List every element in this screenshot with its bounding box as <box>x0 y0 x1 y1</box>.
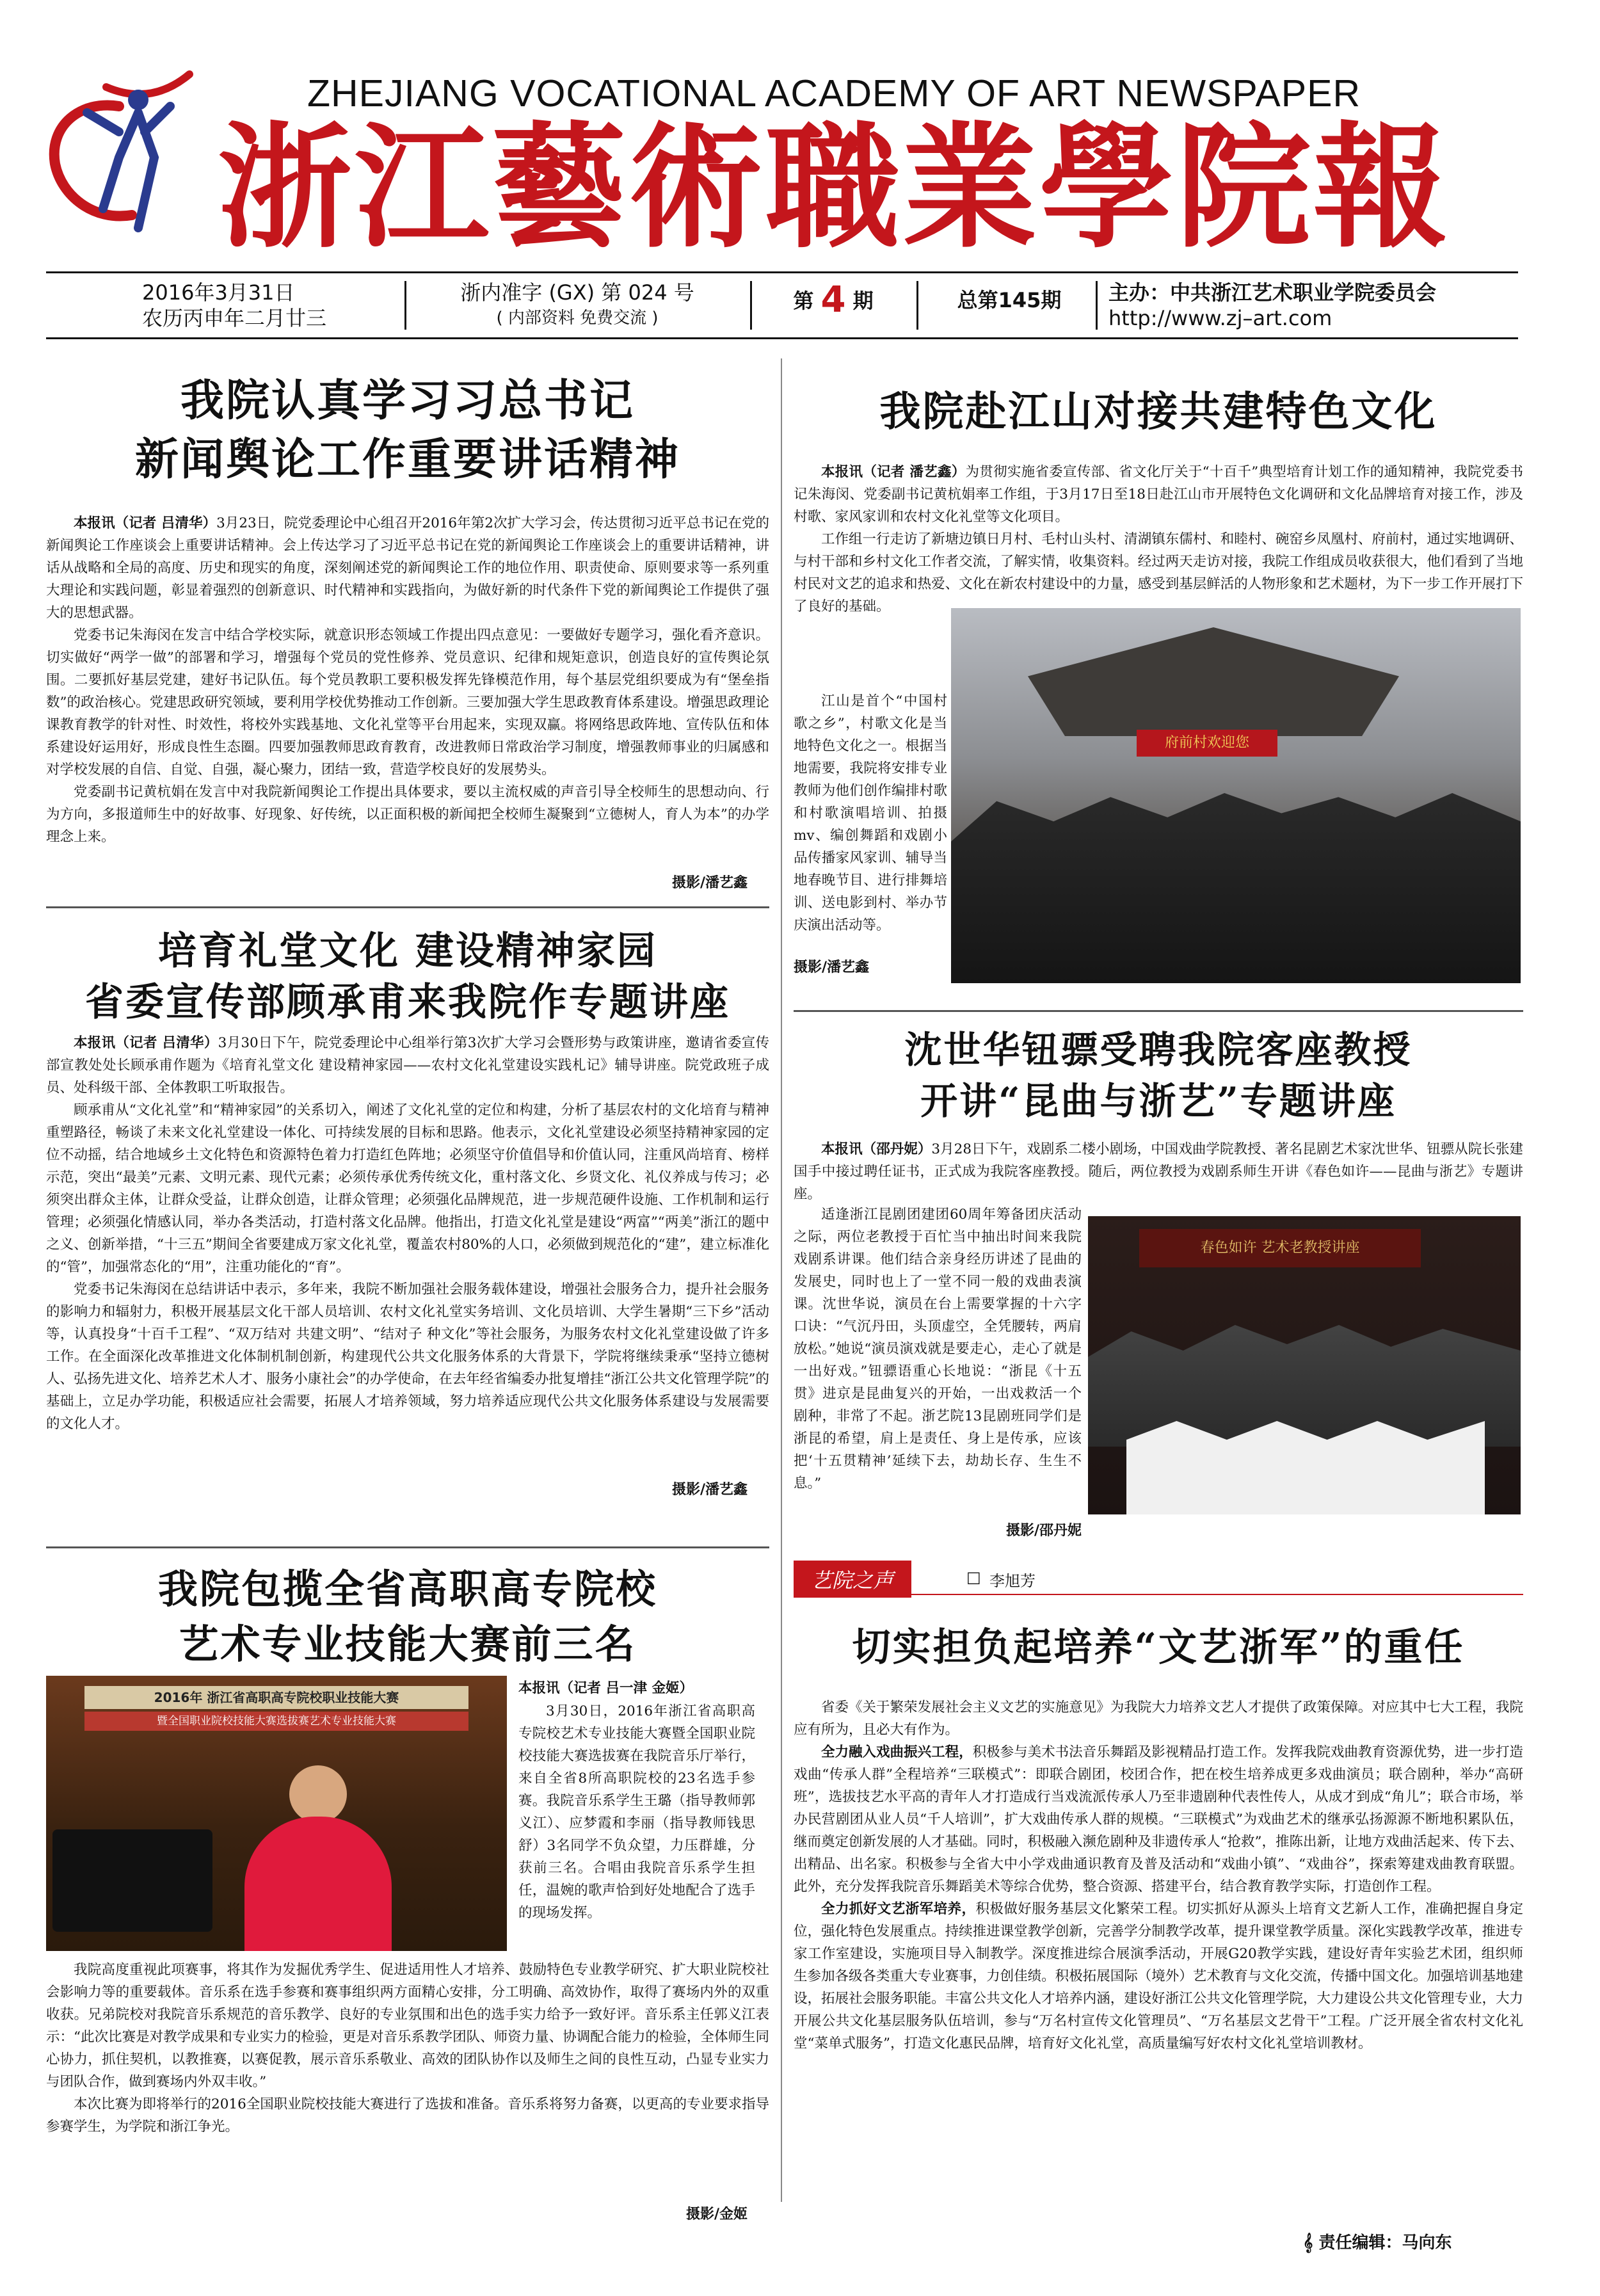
column-badge: 艺院之声 <box>794 1561 911 1598</box>
article2-body-col <box>794 690 947 965</box>
article4-credit: 摄影/邵丹妮 <box>1005 1523 1082 1539</box>
issue-number: 4 <box>820 279 846 321</box>
article3-body <box>46 1032 769 1435</box>
article2-lead: 本报讯（记者 潘艺鑫） <box>821 464 966 480</box>
article1-headline-line2: 新闻舆论工作重要讲话精神 <box>134 434 680 485</box>
article6-author: 李旭芳 <box>989 1572 1036 1590</box>
singer-head <box>289 1765 347 1823</box>
issue-suffix: 期 <box>852 289 874 313</box>
sponsor: 主办：中共浙江艺术职业学院委员会 <box>1108 280 1437 305</box>
article4-paragraph: 3月28日下午，戏剧系二楼小剧场，中国戏曲学院教授、著名昆剧艺术家沈世华、钮骠从院长张建国手中接过聘任证书，正式成为我院客座教授。随后，两位教授为戏剧系师生开讲《春色如许——昆曲与浙艺》专题讲座。 <box>794 1141 1523 1202</box>
article1-paragraph: 党委书记朱海闵在发言中结合学校实际，就意识形态领域工作提出四点意见：一要做好专题学习，强化看齐意识。切实做好“两学一做”的部署和学习，增强每个党员的党性修养、党员意识、纪律和规矩意识，创造良好的宣传舆论氛围。二要抓好基层党建，建好书记队伍。每个党员教职工要积极发挥先锋模范作用，每个基层党组织要成为有“堡垒指数”的政治核心。党建思政研究领域，要利用学校优势推动工作创新。三要加强大学生思政教育体系建设。增强思政理论课教育教学的针对性、时效性，将校外实践基地、文化礼堂等平台用起来，实现双赢。将网络思政阵地、宣传队伍和体系建设好运用好，形成良性生态圈。四要加强教师思政育教育，改进教师日常政治学习制度，增强教师事业的归属感和对学校发展的自信、自觉、自强，凝心聚力，团结一致，营造学校良好的发展势头。 <box>46 627 769 778</box>
article5-headline <box>46 1562 769 1672</box>
article5-credit: 摄影/金姬 <box>685 2206 748 2222</box>
photo-banner: 春色如许 艺术老教授讲座 <box>1139 1229 1421 1267</box>
divider <box>750 281 752 330</box>
article1-paragraph: 党委副书记黄杭娟在发言中对我院新闻舆论工作提出具体要求，要以主流权威的声音引导全校师生的思想动向、行为方向，多报道师生中的好故事、好现象、好传统，以正面积极的新闻把全校师生凝聚到“立德树人，育人为本”的办学理念上来。 <box>46 784 769 845</box>
permit-note: ( 内部资料 免费交流 ) <box>496 309 659 328</box>
photo-sign: 府前村欢迎您 <box>1137 730 1277 757</box>
article2-paragraph: 江山是首个“中国村歌之乡”，村歌文化是当地特色文化之一。根据当地需要，我院将安排专业教师为他们创作编排村歌和村歌演唱培训、拍摄mv、编创舞蹈和戏剧小品传播家风家训、辅导当地春晚节目、进行排舞培训、送电影到村、举办节庆演出活动等。 <box>794 693 947 933</box>
article4-headline <box>794 1024 1523 1127</box>
article5-photo <box>46 1676 507 1951</box>
article4-photo <box>1088 1216 1521 1514</box>
article4-body-col <box>794 1203 1082 1518</box>
info-permit-cell <box>417 273 737 337</box>
article5-side-body <box>518 1677 755 1699</box>
article3-paragraph: 3月30日下午，院党委理论中心组举行第3次扩大学习会暨形势与政策讲座，邀请省委宣传部宣教处处长顾承甫作题为《培育礼堂文化 建设精神家园——农村文化礼堂建设实践札记》辅导讲座。院党政班子成员、处科级干部、全体教职工听取报告。 <box>46 1035 769 1096</box>
article1-body <box>46 512 769 848</box>
lunar-date: 农历丙申年二月廿三 <box>142 306 327 330</box>
article5-headline-line2: 艺术专业技能大赛前三名 <box>179 1621 637 1667</box>
editor-credit <box>1303 2229 1452 2253</box>
website-link[interactable]: http://www.zj–art.com <box>1108 306 1332 330</box>
pavilion-roof <box>1028 627 1399 736</box>
article6-paragraph: 积极做好服务基层文化繁荣工程。切实抓好从源头上培育文艺新人工作，准确把握自身定位，强化特色发展重点。持续推进课堂教学创新，完善学分制教学改革，提升课堂教学质量。深化实践教学改革，推进专家工作室建设，实施项目导入制教学。深度推进综合展演季活动，开展G20教学实践，建设好青年实验艺术团，组织师生参加各级各类重大专业赛事，力创佳绩。积极拓展国际（境外）艺术教育与文化交流，传播中国文化。加强培训基地建设，拓展社会服务职能。丰富公共文化人才培养内涵，建设好浙江公共文化管理学院，大力建设公共文化管理专业，大力开展公共文化基层服务队伍培训，参与“万名村宣传文化管理员”、“万名基层文艺骨干”工程。广泛开展全省农村文化礼堂“菜单式服务”，打造文化惠民品牌，培育好文化礼堂，高质量编写好农村文化礼堂培训教材。 <box>794 1901 1523 2051</box>
article3-headline <box>46 926 769 1028</box>
article3-headline-line1: 培育礼堂文化 建设精神家园 <box>158 929 657 974</box>
info-sponsor-cell <box>1108 273 1518 337</box>
article4-lead: 本报讯（邵丹妮） <box>821 1141 932 1157</box>
issue-date: 2016年3月31日 <box>142 280 295 305</box>
divider <box>916 281 918 330</box>
article5-paragraph: 本次比赛为即将举行的2016全国职业院校技能大赛进行了选拔和准备。音乐系将努力备赛，以更高的专业要求指导参赛学生，为学院和浙江争光。 <box>46 2096 769 2135</box>
article1-credit: 摄影/潘艺鑫 <box>671 875 748 891</box>
issue-prefix: 第 <box>793 289 814 313</box>
music-note-icon: 𝄞 <box>1303 2233 1313 2252</box>
article6-paragraph-lead: 全力融入戏曲振兴工程， <box>821 1744 973 1760</box>
article5-body-col <box>518 1700 755 1943</box>
article6-body <box>794 1696 1523 2055</box>
author-mark: □ <box>966 1568 981 1586</box>
article1-headline <box>46 371 769 489</box>
article2-paragraph: 工作组一行走访了新塘边镇日月村、毛村山头村、清湖镇东儒村、和睦村、碗窑乡凤凰村、府前村，通过实地调研、与村干部和乡村文化工作者交流，了解实情，收集资料。经过两天走访对接，我院工作组成员收获很大，他们看到了当地村民对文艺的追求和热爱、文化在新农村建设中的力量，感受到基层鲜活的人物形象和艺术题材，为下一步工作开展打下了良好的基础。 <box>794 531 1523 614</box>
article5-paragraph: 3月30日，2016年浙江省高职高专院校艺术专业技能大赛暨全国职业院校技能大赛选拔赛在我院音乐厅举行，来自全省8所高职院校的23名选手参赛。我院音乐系学生王璐（指导教师郭义江）、应梦霞和李丽（指导教师钱思舒）3名同学不负众望，力压群雄，分获前三名。合唱由我院音乐系学生担任，温婉的歌声恰到好处地配合了选手的现场发挥。 <box>518 1703 755 1921</box>
article3-headline-line2: 省委宣传部顾承甫来我院作专题讲座 <box>85 980 730 1025</box>
section-rule <box>46 1546 769 1548</box>
masthead-english-title: ZHEJIANG VOCATIONAL ACADEMY OF ART NEWSPAPER <box>307 72 1361 115</box>
info-date-cell <box>142 273 411 337</box>
article5-body <box>46 1959 769 2138</box>
article3-credit: 摄影/潘艺鑫 <box>671 1482 748 1498</box>
photo-banner: 暨全国职业院校技能大赛选拔赛艺术专业技能大赛 <box>84 1712 468 1731</box>
article2-headline: 我院赴江山对接共建特色文化 <box>879 388 1437 436</box>
article4-body <box>794 1138 1523 1205</box>
article6-headline: 切实担负起培养“文艺浙军”的重任 <box>852 1625 1465 1670</box>
article2-credit: 摄影/潘艺鑫 <box>794 959 870 975</box>
group-people <box>951 781 1521 983</box>
article1-headline-line1: 我院认真学习习总书记 <box>180 375 635 426</box>
singer-dress <box>244 1817 392 1951</box>
masthead-logo <box>42 61 202 253</box>
article4-paragraph: 适逢浙江昆剧团建团60周年筹备团庆活动之际，两位老教授于百忙当中抽出时间来我院戏剧系讲课。他们结合亲身经历讲述了昆曲的发展史，同时也上了一堂不同一般的戏曲表演课。沈世华说，演员在台上需要掌握的十六字口诀：“气沉丹田，头顶虚空，全凭腰转，两肩放松。”她说“演员演戏就是要走心，走心了就是一出好戏。”钮骠语重心长地说：“浙昆《十五贯》进京是昆曲复兴的开始，一出戏救活一个剧种，非常了不起。浙艺院13昆剧班同学们是浙昆的希望，肩上是责任、身上是传承，应该把‘十五贯精神’延续下去，劫劫长存、生生不息。” <box>794 1207 1082 1491</box>
article2-photo <box>951 608 1521 983</box>
section-rule <box>794 1010 1523 1012</box>
article5-headline-line1: 我院包揽全省高职高专院校 <box>157 1566 657 1612</box>
photo-banner: 2016年 浙江省高职高专院校职业技能大赛 <box>84 1686 468 1709</box>
article1-lead: 本报讯（记者 吕清华） <box>74 515 217 531</box>
divider <box>1096 281 1098 330</box>
info-issue-cell <box>756 273 910 337</box>
article4-headline-line2: 开讲“昆曲与浙艺”专题讲座 <box>920 1079 1396 1123</box>
column-divider <box>781 358 782 2202</box>
piano <box>52 1829 212 1932</box>
article6-paragraph-lead: 全力抓好文艺浙军培养， <box>821 1901 976 1917</box>
group-people <box>1088 1319 1521 1447</box>
article2-body <box>794 461 1523 618</box>
article3-lead: 本报讯（记者 吕清华） <box>74 1035 218 1051</box>
article5-lead: 本报讯（记者 吕一津 金姬） <box>518 1680 693 1696</box>
article4-headline-line1: 沈世华钮骠受聘我院客座教授 <box>904 1028 1412 1072</box>
article5-paragraph: 我院高度重视此项赛事，将其作为发掘优秀学生、促进适用性人才培养、鼓励特色专业教学研究、扩大职业院校社会影响力等的重要载体。音乐系在选手参赛和赛事组织两方面精心安排，分工明确、高效协作，取得了赛场内外的双重收获。兄弟院校对我院音乐系规范的音乐教学、良好的专业氛围和出色的选手实力给予一致好评。音乐系主任郭义江表示：“此次比赛是对教学成果和专业实力的检验，更是对音乐系教学团队、师资力量、协调配合能力的检验，全体师生同心协力，抓住契机，以教推赛，以赛促教，展示音乐系敬业、高效的团队协作以及师生之间的良性互动，凸显专业实力与团队合作，做到赛场内外双丰收。” <box>46 1962 769 2090</box>
editor-name: 责任编辑：马向东 <box>1318 2233 1452 2252</box>
section-rule <box>46 906 769 908</box>
permit-number: 浙内准字 (GX) 第 024 号 <box>460 280 694 305</box>
total-issue: 总第145期 <box>957 288 1062 312</box>
article3-paragraph: 顾承甫从“文化礼堂”和“精神家园”的关系切入，阐述了文化礼堂的定位和构建，分析了基层农村的文化培育与精神重塑路径，畅谈了未来文化礼堂建设一体化、可持续发展的目标和思路。他表示，文化礼堂建设必须坚持精神家园的定位不动摇，结合地域乡土文化特色和资源特色着力打造红色阵地；必须坚守价值倡导和价值认同，注重风尚培育、榜样示范，突出“最美”元素、文明元素、现代元素；必须传承优秀传统文化，重村落文化、乡贤文化、礼仪养成与传习；必须突出群众主体，让群众受益，让群众创造，让群众管理；必须强化品牌规范，进一步规范硬件设施、工作机制和运行管理；必须强化情感认同，举办各类活动，打造村落文化品牌。他指出，打造文化礼堂是建设“两富”“两美”浙江的题中之义、创新举措，“十三五”期间全省要建成万家文化礼堂，覆盖农村80%的人口，必须做到规范化的“建”，建立标准化的“管”，加强常态化的“用”，注重功能化的“育”。 <box>46 1102 769 1275</box>
masthead-chinese-title: 浙江藝術職業學院報 <box>218 108 1451 266</box>
article1-paragraph: 3月23日，院党委理论中心组召开2016年第2次扩大学习会，传达贯彻习近平总书记在党的新闻舆论工作座谈会上重要讲话精神。会上传达学习了习近平总书记在党的新闻舆论工作座谈会上的重要讲话精神，讲话从战略和全局的高度、历史和现实的角度，深刻阐述党的新闻舆论工作的地位作用、职责使命、原则要求等一系列重大理论和实践问题，彰显着强烈的创新意识、时代精神和实践指向，为做好新的时代条件下党的新闻舆论工作提供了强大的思想武器。 <box>46 515 769 621</box>
article2-paragraph: 为贯彻实施省委宣传部、省文化厅关于“十百千”典型培育计划工作的通知精神，我院党委书记朱海闵、党委副书记黄杭娟率工作组，于3月17日至18日赴江山市开展特色文化调研和文化品牌培育对接工作，涉及村歌、家风家训和农村文化礼堂等文化项目。 <box>794 464 1523 525</box>
info-bar <box>46 271 1518 339</box>
article3-paragraph: 党委书记朱海闵在总结讲话中表示，多年来，我院不断加强社会服务载体建设，增强社会服务合力，提升社会服务的影响力和辐射力，积极开展基层文化干部人员培训、农村文化礼堂实务培训、文化员培训、大学生暑期“三下乡”活动等，认真投身“十百千工程”、“双万结对 共建文明”、“结对子 种文化”等社会服务，为服务农村文化礼堂建设做了许多工作。在全面深化改革推进文化体制机制创新，构建现代公共文化服务体系的大背景下，学院将继续秉承“坚持立德树人、弘扬先进文化、培养艺术人才、服务小康社会”的办学使命，在去年经省编委办批复增挂“浙江公共文化管理学院”的基础上，立足办学功能，积极适应社会需要，拓展人才培养领域，努力培养适应现代公共文化服务体系建设与发展需要的文化人才。 <box>46 1281 769 1432</box>
divider <box>404 281 406 330</box>
article6-paragraph: 积极参与美术书法音乐舞蹈及影视精品打造工作。发挥我院戏曲教育资源优势，进一步打造戏曲“传承人群”全程培养“三联模式”：即联合剧团，校团合作，把在校生培养成更多戏曲演员；联合剧种，举办“高研班”，选拔技艺水平高的青年人才打造成行当戏流派传承人乃至非遗剧种代表性传人，从成才到成“角儿”；联合市场，举办民营剧团从业人员“千人培训”，扩大戏曲传承人群的规模。“三联模式”为戏曲艺术的继承弘扬源源不断地积累队伍，继而奠定创新发展的人才基础。同时，积极融入濒危剧种及非遗传承人“抢救”，推陈出新，让地方戏曲活起来、传下去、出精品、出名家。积极参与全省大中小学戏曲通识教育及普及活动和“戏曲小镇”、“戏曲谷”，探索筹建戏曲教育联盟。此外，充分发挥我院音乐舞蹈美术等综合优势，整合资源、搭建平台，结合教育教学实际，打造创作工程。 <box>794 1744 1523 1895</box>
article6-paragraph: 省委《关于繁荣发展社会主义文艺的实施意见》为我院大力培养文艺人才提供了政策保障。对应其中七大工程，我院应有所为，且必大有作为。 <box>794 1699 1523 1738</box>
column-header <box>794 1561 1523 1595</box>
